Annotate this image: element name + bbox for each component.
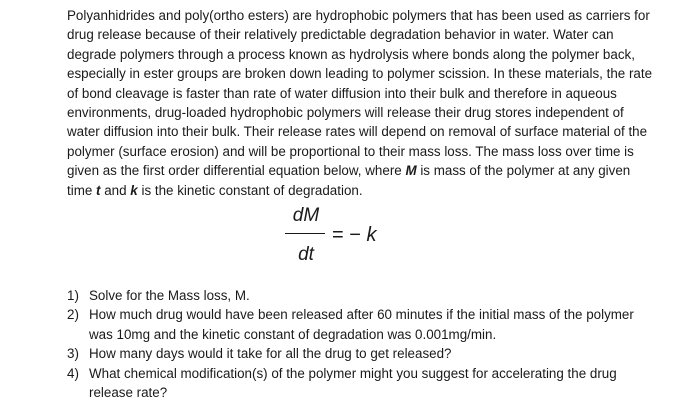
variable-t: t [96, 182, 101, 198]
question-text-continued: was 10mg and the kinetic constant of degradation was 0.001mg/min. [89, 326, 497, 342]
line10-text-post: is the kinetic constant of degradation. [137, 182, 363, 198]
question-number: 2) [67, 307, 79, 323]
question-number: 3) [67, 346, 79, 362]
equation-numerator: dM [292, 205, 320, 226]
question-item [67, 364, 677, 403]
question-item [67, 305, 677, 344]
question-item [67, 286, 677, 305]
question-text-continued: release rate? [89, 385, 168, 401]
paragraph-line-8: polymer (surface erosion) and will be proportional to their mass loss. The mass loss over time is [67, 143, 634, 159]
line10-text-pre: time [67, 182, 97, 198]
paragraph-line-1: Polyanhidrides and poly(ortho esters) are hydrophobic polymers that has been used as carriers for [67, 8, 650, 23]
paragraph-line-3: degrade polymers through a process known as hydrolysis where bonds along the polymer back, [67, 46, 635, 62]
paragraph-line-4: especially in ester groups are broken down leading to polymer scission. In these materials, the rate [67, 66, 653, 82]
equation-k: k [366, 224, 377, 246]
differential-equation [283, 203, 413, 273]
paragraph-line-6: environments, drug-loaded hydrophobic polymers will release their drug stores independent of [67, 104, 624, 120]
paragraph-line-5: of bond cleavage is faster than rate of water diffusion into their bulk and therefore in aqueous [67, 85, 617, 101]
line10-text-mid: and [100, 182, 131, 198]
question-list [67, 286, 677, 402]
paragraph-line-9 [67, 161, 667, 180]
question-text: How many days would it take for all the drug to get released? [89, 346, 452, 362]
paragraph-line-2: drug release because of their relatively predictable degradation behavior in water. Water can [67, 27, 614, 43]
question-text: Solve for the Mass loss, M. [89, 288, 250, 303]
intro-paragraph [67, 6, 667, 200]
line9-text-pre: given as the first order differential equation below, where [67, 163, 406, 179]
question-number: 1) [67, 288, 79, 303]
variable-k: k [130, 182, 138, 198]
line9-text-post: is mass of the polymer at any given [416, 163, 631, 179]
question-number: 4) [67, 365, 79, 381]
question-item [67, 344, 677, 363]
equals-minus-sign: = − [332, 224, 367, 246]
equation-rhs [332, 222, 376, 248]
question-text: How much drug would have been released after 60 minutes if the initial mass of the polymer [89, 307, 634, 323]
paragraph-line-7: water diffusion into their bulk. Their release rates will depend on removal of surface material of the [67, 124, 648, 140]
variable-M: M [405, 163, 417, 179]
paragraph-line-10 [67, 181, 667, 200]
fraction-bar [285, 233, 325, 234]
equation-denominator: dt [298, 244, 314, 265]
question-text: What chemical modification(s) of the polymer might you suggest for accelerating the drug [89, 365, 617, 381]
